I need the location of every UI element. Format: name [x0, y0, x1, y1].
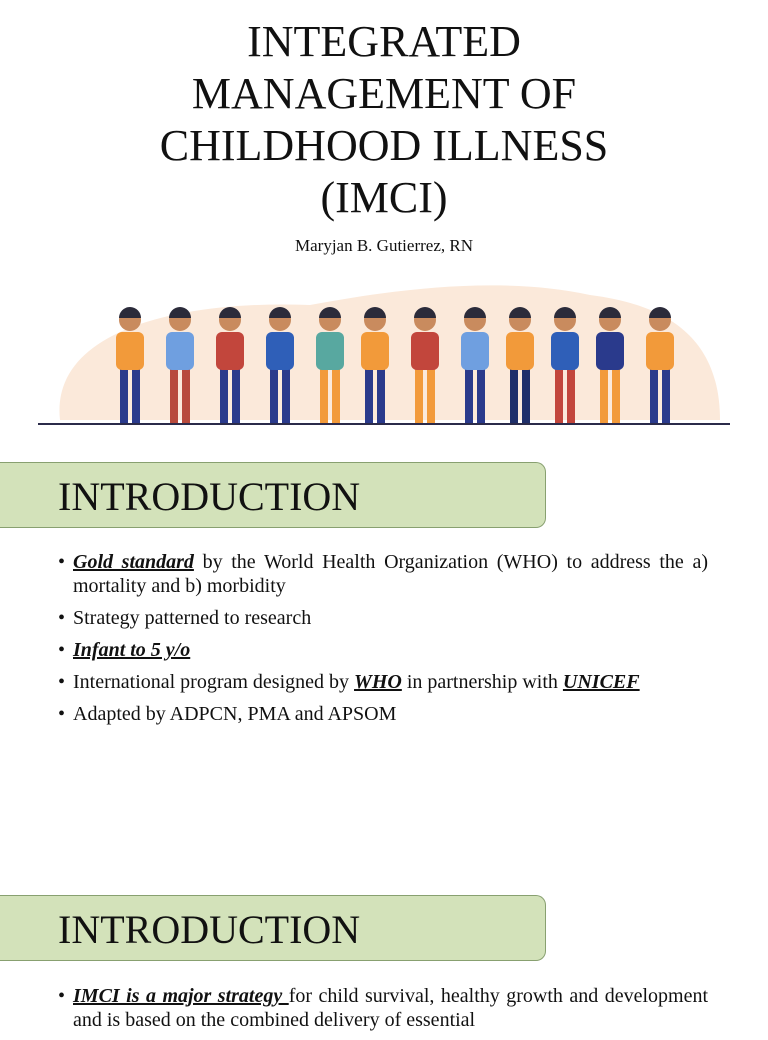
bullet-text	[73, 639, 190, 661]
plain-text: Adapted by ADPCN, PMA and APSOM	[73, 703, 397, 725]
title-line: MANAGEMENT OF	[191, 69, 577, 118]
author-name: Maryjan B. Gutierrez, RN	[295, 236, 473, 255]
emphasis-text: IMCI is a major strategy	[73, 985, 289, 1007]
plain-text: for child survival, healthy growth and development and is based on the combined delivery of essential	[73, 985, 708, 1031]
people-group-illustration	[30, 270, 740, 430]
plain-text: in partnership with	[401, 671, 563, 693]
bullet-text	[73, 703, 396, 725]
emphasis-text: Gold standard	[73, 551, 194, 573]
emphasis-text: Infant to 5 y/o	[73, 639, 191, 661]
title-line: (IMCI)	[320, 173, 448, 222]
heading-banner	[0, 895, 546, 961]
bullet-text	[73, 551, 708, 597]
bullet-item	[58, 702, 708, 726]
bullet-item	[58, 984, 708, 1032]
slide-heading: INTRODUCTION	[58, 907, 361, 952]
bullet-list	[58, 984, 708, 1040]
bullet-text	[73, 607, 311, 629]
bullet-item	[58, 670, 708, 694]
title-line: CHILDHOOD ILLNESS	[159, 121, 609, 170]
bullet-text	[73, 985, 708, 1031]
bullet-item	[58, 550, 708, 598]
bullet-list	[58, 550, 708, 734]
introduction-slide	[0, 440, 768, 872]
title-line: INTEGRATED	[247, 17, 521, 66]
bullet-item	[58, 606, 708, 630]
emphasis-text: WHO	[354, 671, 402, 693]
title-slide	[0, 0, 768, 440]
introduction-slide-2	[0, 872, 768, 1031]
bullet-text	[73, 671, 640, 693]
bullet-item	[58, 638, 708, 662]
emphasis-text: UNICEF	[562, 671, 640, 693]
slide-title	[0, 16, 768, 224]
slide-heading: INTRODUCTION	[58, 474, 361, 519]
plain-text: Strategy patterned to research	[73, 607, 312, 629]
plain-text: by the World Health Organization (WHO) to address the a) mortality and b) morbidity	[73, 551, 708, 597]
heading-banner	[0, 462, 546, 528]
plain-text: International program designed by	[73, 671, 355, 693]
